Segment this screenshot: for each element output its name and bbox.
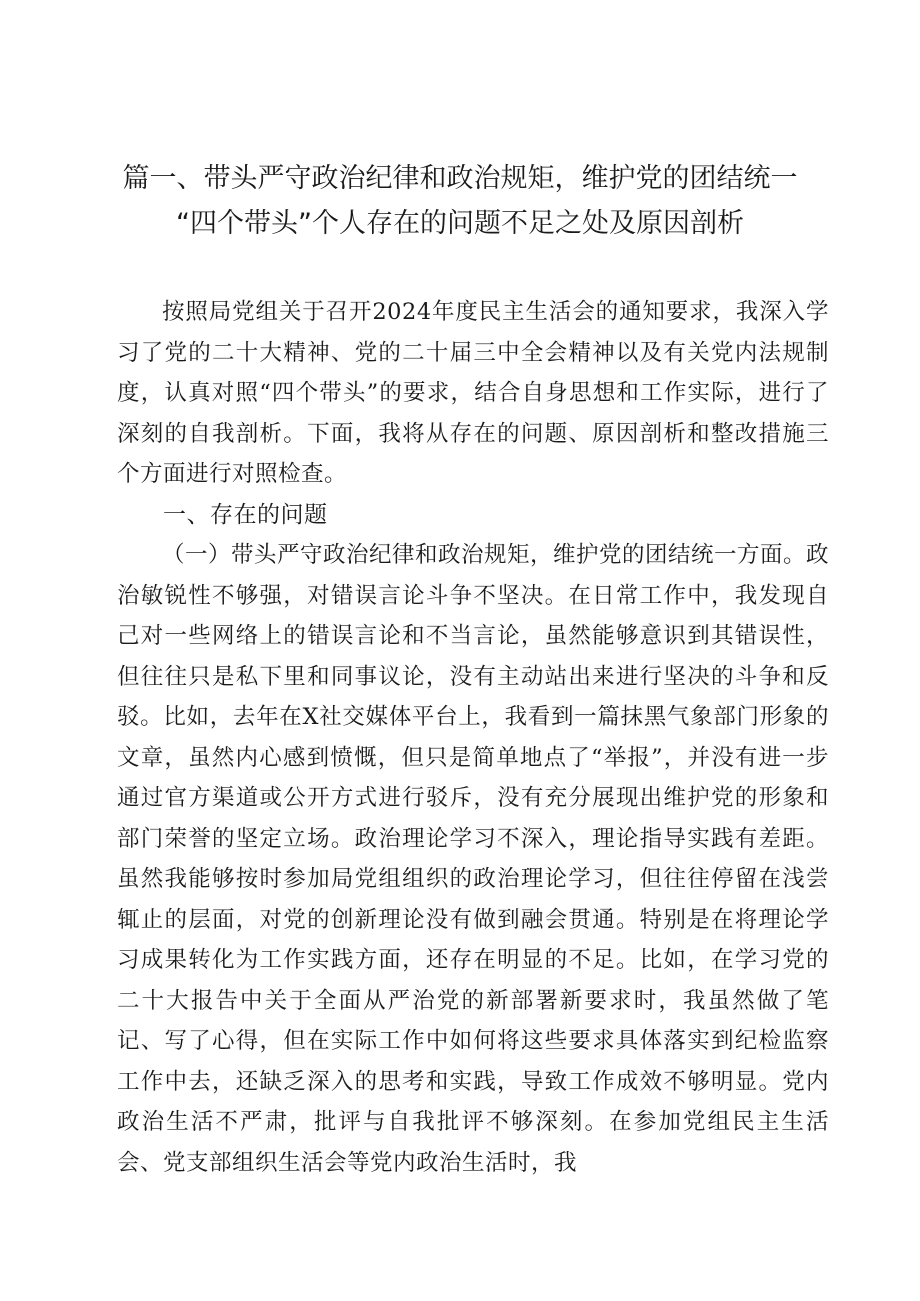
document-body	[117, 292, 829, 1183]
intro-paragraph: 按照局党组关于召开2024年度民主生活会的通知要求，我深入学习了党的二十大精神、党的二十届三中全会精神以及有关党内法规制度，认真对照“四个带头”的要求，结合自身思想和工作实际，进行了深刻的自我剖析。下面，我将从存在的问题、原因剖析和整改措施三个方面进行对照检查。	[117, 299, 829, 487]
section-1-paragraph: （一）带头严守政治纪律和政治规矩，维护党的团结统一方面。政治敏锐性不够强，对错误言论斗争不坚决。在日常工作中，我发现自己对一些网络上的错误言论和不当言论，虽然能够意识到其错误性，但往往只是私下里和同事议论，没有主动站出来进行坚决的斗争和反驳。比如，去年在X社交媒体平台上，我看到一篇抹黑气象部门形象的文章，虽然内心感到愤慨，但只是简单地点了“举报”，并没有进一步通过官方渠道或公开方式进行驳斥，没有充分展现出维护党的形象和部门荣誉的坚定立场。政治理论学习不深入，理论指导实践有差距。虽然我能够按时参加局党组组织的政治理论学习，但往往停留在浅尝辄止的层面，对党的创新理论没有做到融会贯通。特别是在将理论学习成果转化为工作实践方面，还存在明显的不足。比如，在学习党的二十大报告中关于全面从严治党的新部署新要求时，我虽然做了笔记、写了心得，但在实际工作中如何将这些要求具体落实到纪检监察工作中去，还缺乏深入的思考和实践，导致工作成效不够明显。党内政治生活不严肃，批评与自我批评不够深刻。在参加党组民主生活会、党支部组织生活会等党内政治生活时，我	[117, 542, 830, 1176]
document-title-line-1: 篇一、带头严守政治纪律和政治规矩，维护党的团结统一	[122, 163, 798, 194]
section-heading-problems: 一、存在的问题	[163, 501, 328, 528]
document-title-line-2: “四个带头”个人存在的问题不足之处及原因剖析	[176, 208, 744, 239]
